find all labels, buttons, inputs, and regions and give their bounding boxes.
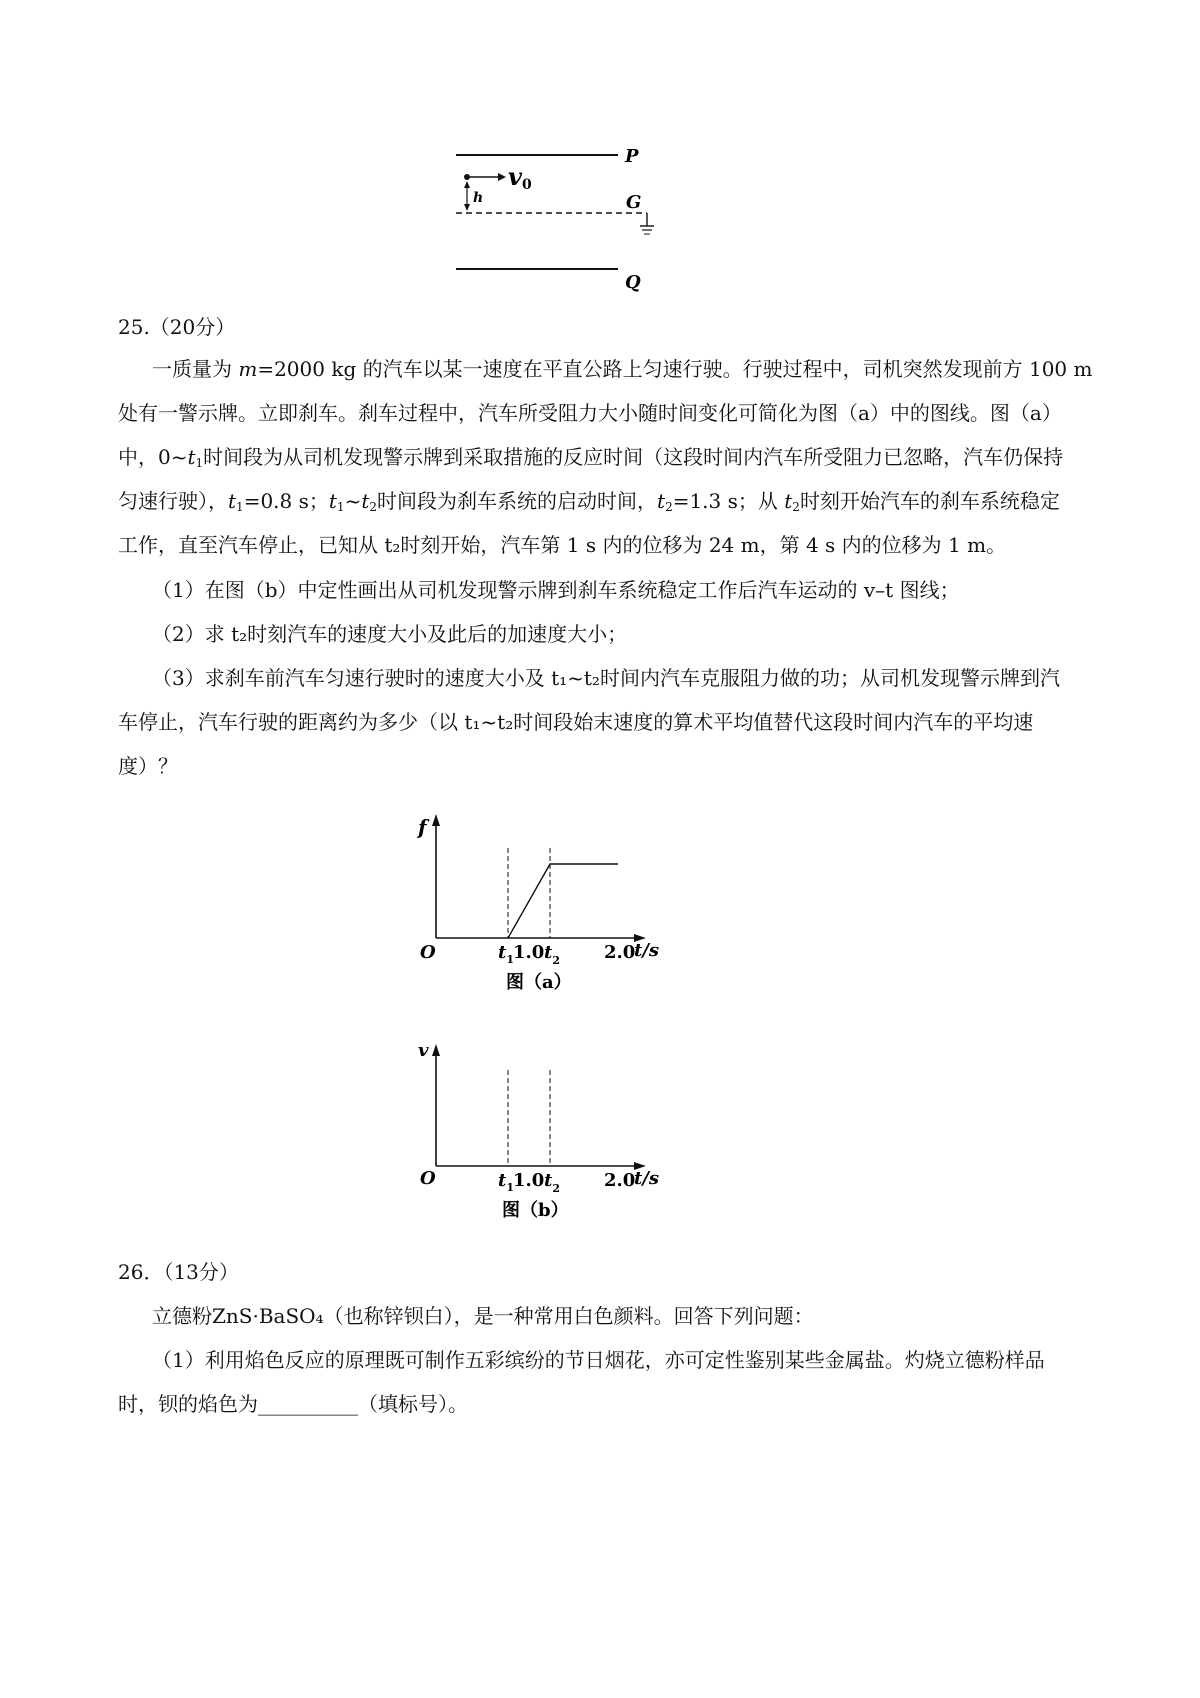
fig-b-y-label: v [418,1040,429,1061]
fig-a-t2-label: $t_2$ [544,942,560,967]
figure-a [410,810,670,995]
label-g: G [626,192,642,213]
fig-a-x-unit: t/s [634,940,660,961]
fig-b-y-arrowhead [432,1044,440,1056]
q25-sub2: （2）求 t₂时刻汽车的速度大小及此后的加速度大小； [152,622,628,646]
q25-heading: 25.（20分） [118,315,236,339]
q25-para-line-1: 一质量为 m=2000 kg 的汽车以某一速度在平直公路上匀速行驶。行驶过程中，司机突然发现前方 100 m [152,357,1093,381]
fig-b-tick-2: 2.0 [604,1170,636,1191]
label-q: Q [625,272,641,293]
fig-a-t1-label: $t_1$ [498,942,514,966]
q26-intro: 立德粉ZnS·BaSO₄（也称锌钡白），是一种常用白色颜料。回答下列问题： [152,1304,814,1328]
fig-b-origin: O [420,1168,436,1189]
label-h: h [473,190,484,206]
q25-sub1: （1）在图（b）中定性画出从司机发现警示牌到刹车系统稳定工作后汽车运动的 v–t 图线； [152,578,960,602]
height-arrow-up [464,181,470,188]
velocity-arrowhead [498,173,506,181]
fig-a-y-label: f [418,815,427,839]
figure-b [410,1040,670,1225]
q25-para-line-3: 中，$0\sim t_1$时间段为从司机发现警示牌到采取措施的反应时间（这段时间内汽车所受阻力已忽略，汽车仍保持 [118,445,1064,470]
q26-sub1-line-2: 时，钡的焰色为__________（填标号）。 [118,1392,468,1416]
fig-a-origin: O [420,942,436,963]
label-v0: v0 [508,162,532,193]
q25-sub3-line-3: 度）？ [118,754,178,778]
fig-b-x-unit: t/s [634,1168,660,1189]
fig-a-tick-1: 1.0 [513,942,545,963]
q26-sub1-line-1: （1）利用焰色反应的原理既可制作五彩缤纷的节日烟花，亦可定性鉴别某些金属盐。灼烧立德粉样品 [152,1348,1045,1372]
fig-b-t1-label: $t_1$ [498,1170,514,1194]
charge-dot [464,174,470,180]
fig-b-caption: 图（b） [502,1200,569,1221]
fig-a-y-arrowhead [432,814,440,826]
fig-a-tick-2: 2.0 [604,942,636,963]
q25-para-line-2: 处有一警示牌。立即刹车。刹车过程中，汽车所受阻力大小随时间变化可简化为图（a）中的图线。图（a） [118,401,1062,425]
q25-sub3-line-2: 车停止，汽车行驶的距离约为多少（以 t₁~t₂时间段始末速度的算术平均值替代这段时间内汽车的平均速 [118,710,1034,734]
fig-b-tick-1: 1.0 [513,1170,545,1191]
fig-b-t2-label: $t_2$ [544,1170,560,1195]
height-arrow-down [464,204,470,211]
label-p: P [625,146,639,167]
q25-para-line-5: 工作，直至汽车停止，已知从 t₂时刻开始，汽车第 1 s 内的位移为 24 m，第 4 s 内的位移为 1 m。 [118,533,1007,557]
q25-para-line-4: 匀速行驶），$t_1=0.8$ s；$t_1\sim t_2$时间段为刹车系统的启动时间，$t_2=1.3$ s；从 $t_2$时刻开始汽车的刹车系统稳定 [118,489,1060,514]
q26-heading: 26．（13分） [118,1260,239,1284]
q25-sub3-line-1: （3）求刹车前汽车匀速行驶时的速度大小及 t₁~t₂时间内汽车克服阻力做的功；从司机发现警示牌到汽 [152,666,1060,690]
capacitor-diagram [440,140,670,300]
fig-a-f-curve [508,864,618,938]
fig-a-caption: 图（a） [506,972,572,993]
